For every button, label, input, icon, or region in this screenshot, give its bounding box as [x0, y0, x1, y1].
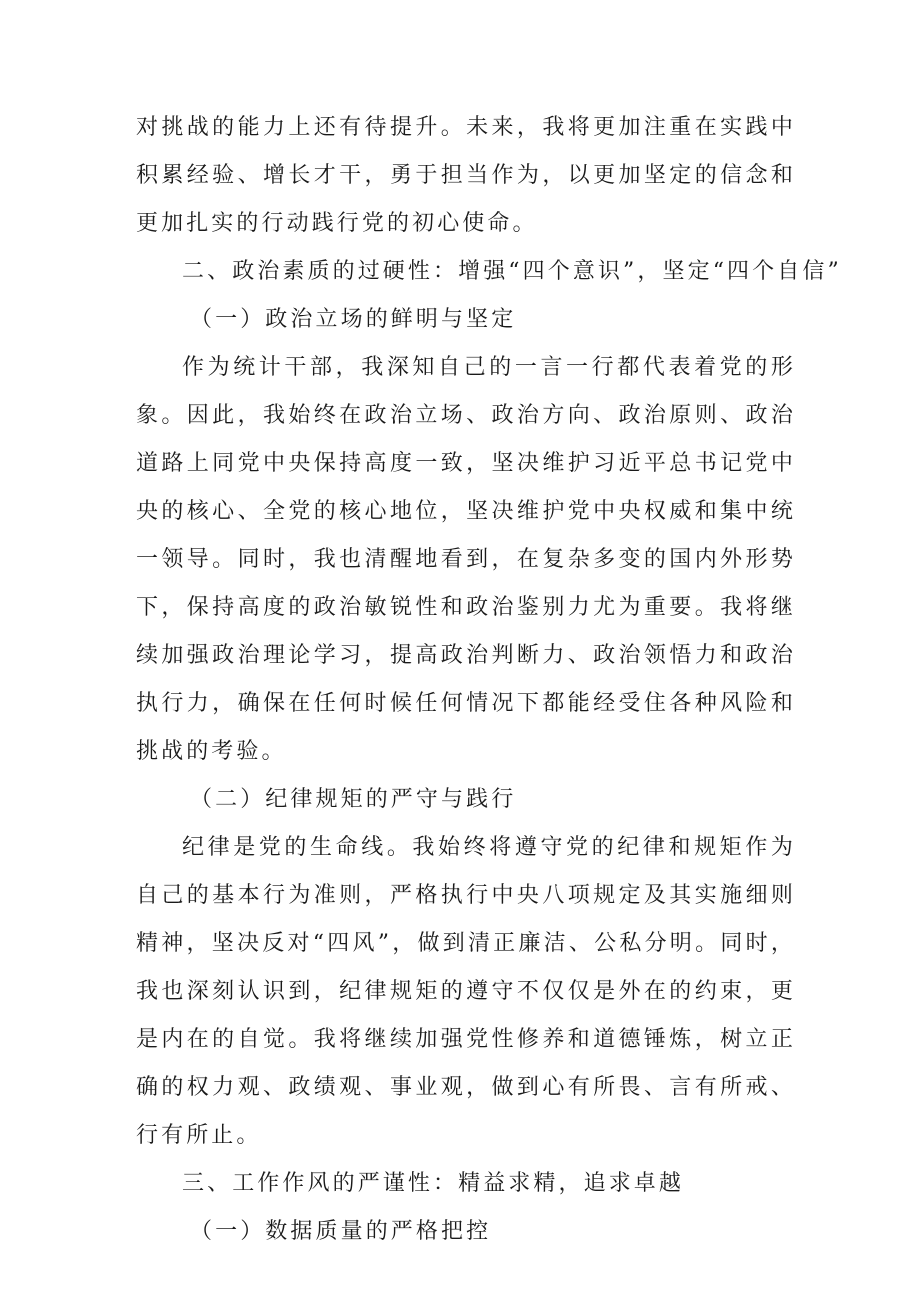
- section-heading-2: 二、政治素质的过硬性：增强“四个意识”，坚定“四个自信”: [182, 259, 842, 284]
- section-heading-3: 三、工作作风的严谨性：精益求精，追求卓越: [182, 1171, 685, 1196]
- subsection-heading-2-1: （一）政治立场的鲜明与坚定: [190, 307, 517, 332]
- subsection-heading-3-1: （一）数据质量的严格把控: [190, 1219, 492, 1244]
- paragraph-discipline: 纪律是党的生命线。我始终将遵守党的纪律和规矩作为自己的基本行为准则，严格执行中央八项规定及其实施细则精神，坚决反对“四风”，做到清正廉洁、公私分明。同时，我也深刻认识到，纪律规矩的遵守不仅仅是外在的约束，更是内在的自觉。我将继续加强党性修养和道德锤炼，树立正确的权力观、政绩观、事业观，做到心有所畏、言有所戒、行有所止。: [136, 835, 796, 1148]
- paragraph-political-stance: 作为统计干部，我深知自己的一言一行都代表着党的形象。因此，我始终在政治立场、政治方向、政治原则、政治道路上同党中央保持高度一致，坚决维护习近平总书记党中央的核心、全党的核心地位，坚决维护党中央权威和集中统一领导。同时，我也清醒地看到，在复杂多变的国内外形势下，保持高度的政治敏锐性和政治鉴别力尤为重要。我将继续加强政治理论学习，提高政治判断力、政治领悟力和政治执行力，确保在任何时候任何情况下都能经受住各种风险和挑战的考验。: [136, 355, 796, 764]
- subsection-heading-2-2: （二）纪律规矩的严守与践行: [190, 787, 517, 812]
- document-body: [136, 104, 842, 1256]
- paragraph-continuation: 对挑战的能力上还有待提升。未来，我将更加注重在实践中积累经验、增长才干，勇于担当作为，以更加坚定的信念和更加扎实的行动践行党的初心使命。: [136, 115, 796, 236]
